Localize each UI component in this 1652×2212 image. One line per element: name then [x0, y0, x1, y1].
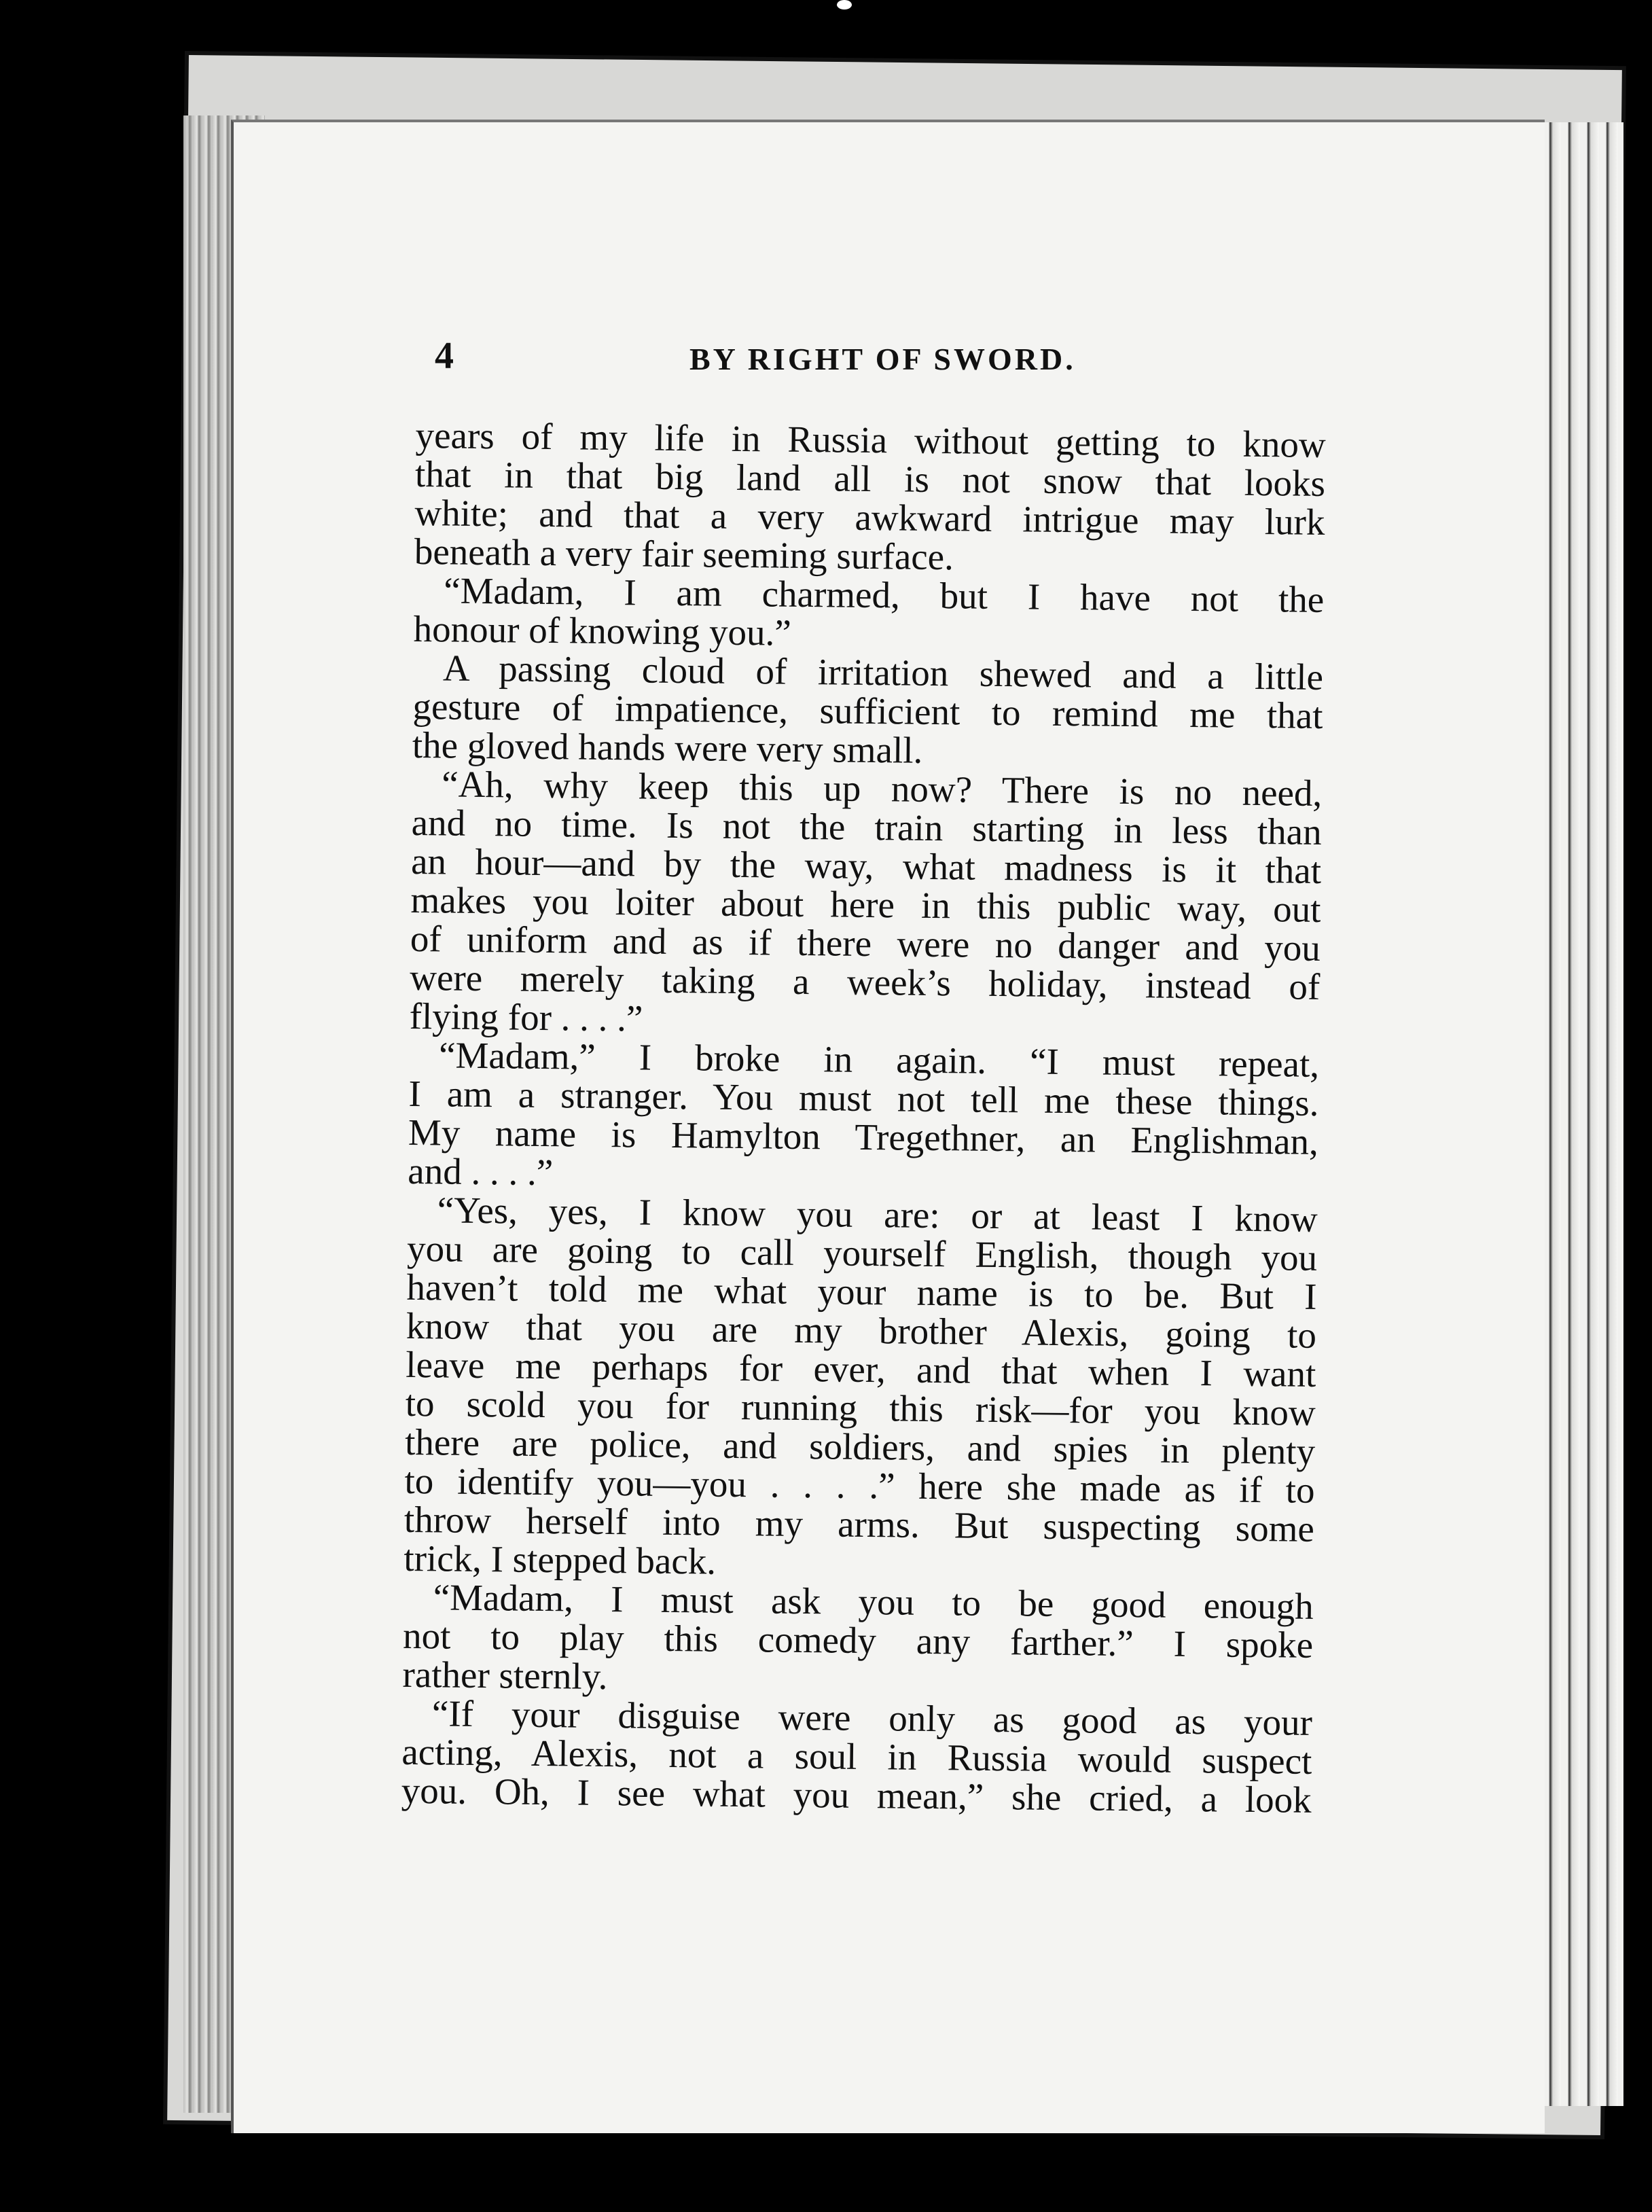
text-line: of uniform and as if there were no danger and you [410, 917, 1321, 969]
text-line: there are police, and soldiers, and spies in plenty [404, 1421, 1316, 1472]
text-line: an hour—and by the way, what madness is it that [410, 840, 1322, 891]
text-line: white; and that a very awkward intrigue may lurk [414, 491, 1325, 543]
text-line: “Yes, yes, I know you are: or at least I know [437, 1189, 1318, 1240]
text-line: to identify you—you . . . .” here she made as if to [404, 1459, 1315, 1511]
text-line: leave me perhaps for ever, and that when I want [406, 1343, 1316, 1395]
text-line: beneath a very fair seeming surface. [414, 530, 954, 578]
text-line: not to play this comedy any farther.” I spoke [402, 1614, 1314, 1666]
text-line: honour of knowing you.” [413, 607, 792, 654]
text-line: “If your disguise were only as good as your [431, 1692, 1313, 1743]
text-line: and no time. Is not the train starting in less than [411, 801, 1322, 853]
page-number: 4 [435, 335, 454, 377]
text-line: “Madam, I must ask you to be good enough [433, 1576, 1314, 1627]
page-header [435, 334, 1522, 382]
text-line: the gloved hands were very small. [412, 724, 923, 771]
text-line: “Ah, why keep this up now? There is no need, [442, 763, 1323, 815]
text-line: I am a stranger. You must not tell me these things. [408, 1072, 1319, 1124]
text-line: makes you loiter about here in this public way, out [410, 878, 1321, 930]
text-line: throw herself into my arms. But suspecting some [403, 1498, 1315, 1550]
text-line: A passing cloud of irritation shewed and a little [442, 647, 1324, 698]
page-edges-right [1537, 122, 1623, 2106]
text-line: know that you are my brother Alexis, going to [406, 1304, 1317, 1356]
text-line: were merely taking a week’s holiday, instead of [410, 956, 1321, 1007]
text-line: gesture of impatience, sufficient to remind me that [412, 685, 1323, 737]
text-line: to scold you for running this risk—for you know [405, 1382, 1316, 1433]
text-line: “Madam, I am charmed, but I have not the [443, 569, 1325, 621]
text-line: you. Oh, I see what you mean,” she cried, a look [401, 1769, 1312, 1821]
body-text [401, 416, 1326, 1819]
text-line: flying for . . . .” [409, 995, 643, 1039]
text-line: you are going to call yourself English, though you [406, 1227, 1318, 1279]
text-line: acting, Alexis, not a soul in Russia would suspect [401, 1730, 1312, 1782]
text-line: years of my life in Russia without getting to know [415, 414, 1326, 466]
text-line: and . . . .” [408, 1149, 554, 1194]
text-line: trick, I stepped back. [403, 1537, 717, 1582]
text-line: that in that big land all is not snow that looks [414, 452, 1326, 505]
running-head: BY RIGHT OF SWORD. [689, 342, 1076, 376]
text-line: haven’t told me what your name is to be. But I [406, 1266, 1317, 1317]
text-line: “Madam,” I broke in again. “I must repeat, [438, 1034, 1320, 1085]
text-line: rather sternly. [402, 1653, 608, 1698]
dust-speck [837, 0, 852, 10]
text-line: My name is Hamylton Tregethner, an Englishman, [408, 1111, 1319, 1162]
